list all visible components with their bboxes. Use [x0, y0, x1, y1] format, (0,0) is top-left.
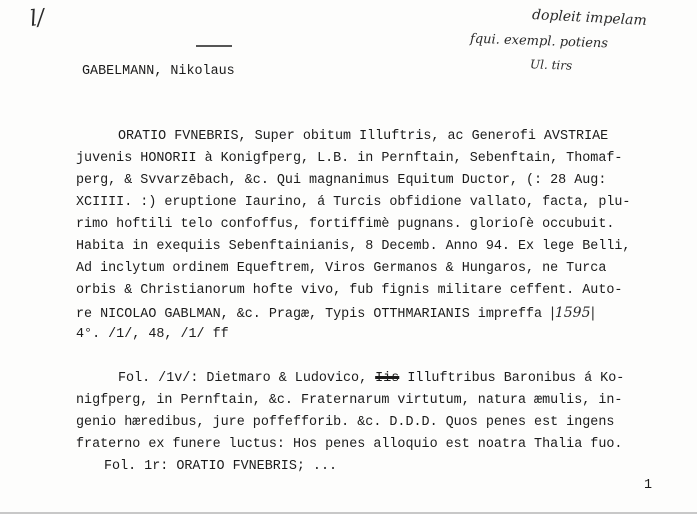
fol-verso-text: Fol. /1v/: Dietmaro & Ludovico, — [118, 371, 368, 386]
imprint-text: re NICOLAO GABLMAN, &c. Pragæ, Typis OTTHMARIANIS impreffa — [76, 307, 543, 322]
struck-word: Iis — [375, 371, 400, 386]
author-heading: GABELMANN, Nikolaus — [82, 64, 235, 79]
handwritten-date-correction: |1595| — [550, 305, 596, 321]
collation-line: 4°. /1/, 48, /1/ ff — [76, 327, 229, 342]
fol-verso-line-2: nigfperg, in Pernftain, &c. Fraternarum virtutum, natura æmulis, in- — [76, 393, 623, 408]
title-line-7: Ad inclytum ordinem Equeftrem, Viros Germanos & Hungaros, ne Turca — [76, 261, 607, 276]
fol-verso-line-4: fraterno ex funere luctus: Hos penes alloquio est noatra Thalia fuo. — [76, 437, 623, 452]
fol-recto-line: Fol. 1r: ORATIO FVNEBRIS; ... — [104, 459, 338, 474]
handwritten-corner-mark: l/ — [28, 5, 47, 32]
fol-verso-line-1 — [118, 371, 624, 387]
title-line-2: juvenis HONORII à Konigfperg, L.B. in Pernftain, Sebenftain, Thomaf- — [76, 151, 623, 166]
title-line-6: Habita in exequiis Sebenftainianis, 8 Decemb. Anno 94. Ex lege Belli, — [76, 239, 631, 254]
title-line-1: ORATIO FVNEBRIS, Super obitum Illuftris, ac Generofi AVSTRIAE — [118, 129, 609, 144]
page-number: 1 — [644, 478, 653, 493]
title-line-9 — [76, 305, 595, 323]
fol-verso-line-3: genio hæredibus, jure poffefforib. &c. D.D.D. Quos penes est ingens — [76, 415, 615, 430]
title-line-5: rimo hoftili telo confoffus, fortiffimè pugnans. glorioſè occubuit. — [76, 217, 615, 232]
handwritten-note-line-1: dopleit impelam — [531, 7, 648, 29]
title-line-8: orbis & Christianorum hofte vivo, fub fignis militare ceffent. Auto- — [76, 283, 623, 298]
pencil-dash-mark — [196, 45, 232, 47]
fol-verso-text-cont: Illuftribus Baronibus á Ko- — [407, 371, 625, 386]
title-line-4: XCIIII. :) eruptione Iaurino, á Turcis obfidione vallato, facta, plu- — [76, 195, 631, 210]
handwritten-note-line-3: Ul. tirs — [529, 57, 573, 73]
handwritten-note-line-2: fqui. exempl. potiens — [469, 31, 609, 52]
title-line-3: perg, & Svvarzēbach, &c. Qui magnanimus Equitum Ductor, (: 28 Aug: — [76, 173, 607, 188]
